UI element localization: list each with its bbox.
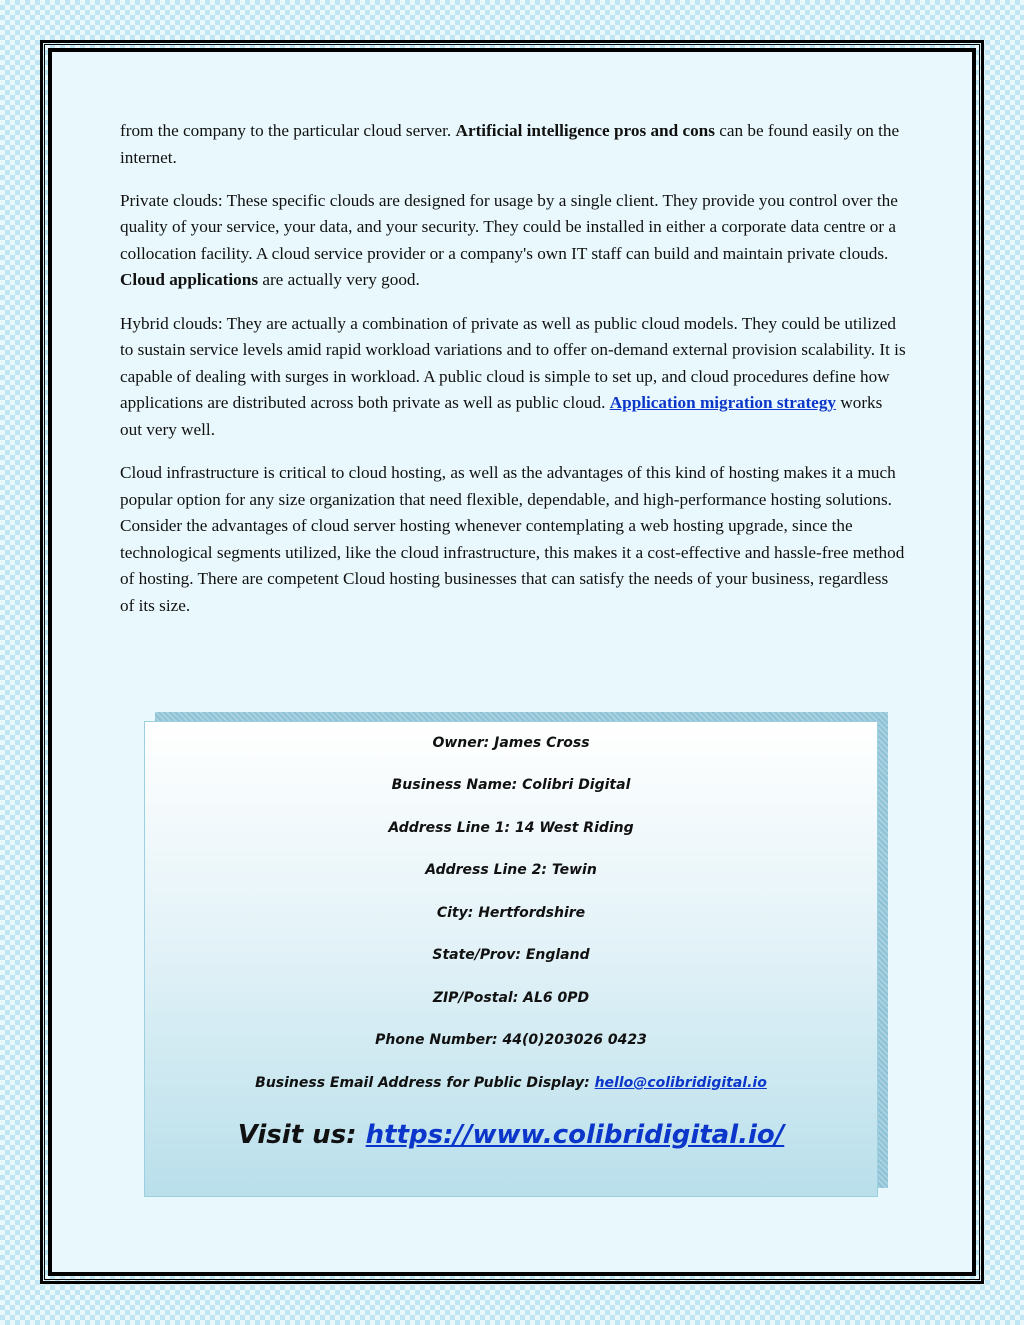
paragraph-hybrid-clouds [120,311,906,444]
address-line-2: Address Line 2: Tewin [425,862,597,878]
cloud-applications-keyword: Cloud applications [120,270,259,290]
paragraph-private-clouds [120,188,906,294]
paragraph-3-text-end: works out very well. [120,393,883,439]
application-migration-strategy-link[interactable]: Application migration strategy [609,393,837,413]
business-name-line: Business Name: Colibri Digital [391,777,631,793]
phone-line: Phone Number: 44(0)203026 0423 [375,1032,647,1048]
city-line: City: Hertfordshire [436,905,586,921]
state-line: State/Prov: England [432,947,590,963]
paragraph-3-text: Hybrid clouds: They are actually a combination of private as well as public cloud models. They could be utilized to sustain service levels amid rapid workload variations and to offer on-demand external provision scalability. It is capable of dealing with surges in workload. A public cloud is simple to set up, and cloud procedures define how applications are distributed across both private as well as public cloud. [120,313,906,413]
website-link[interactable]: https://www.colibridigital.io/ [365,1120,785,1150]
address-line-1: Address Line 1: 14 West Riding [388,820,634,836]
paragraph-cloud-infrastructure: Cloud infrastructure is critical to cloud hosting, as well as the advantages of this kind of hosting makes it a much popular option for any size organization that need flexible, dependable, and high-performance hosting solutions. Consider the advantages of cloud server hosting whenever contemplating a web hosting upgrade, since the technological segments utilized, like the cloud infrastructure, this makes it a cost-effective and hassle-free method of hosting. There are competent Cloud hosting businesses that can satisfy the needs of your business, regardless of its size. [120,463,905,615]
zip-line: ZIP/Postal: AL6 0PD [432,990,590,1006]
owner-line: Owner: James Cross [432,735,590,751]
email-line [145,1074,877,1092]
paragraph-2-text: Private clouds: These specific clouds are designed for usage by a single client. They provide you control over the quality of your service, your data, and your security. They could be installed in either a corporate data centre or a collocation facility. A cloud service provider or a company's own IT staff can build and maintain private clouds. [120,190,898,263]
paragraph-2-text-end: are actually very good. [258,270,420,290]
paragraph-1-text-end: can be found easily on the internet. [120,121,900,167]
paragraph-1 [120,118,906,171]
paragraph-1-text: from the company to the particular cloud server. [120,121,456,140]
visit-line [145,1118,877,1152]
ai-pros-cons-keyword: Artificial intelligence pros and cons [455,121,715,140]
email-link[interactable]: hello@colibridigital.io [594,1075,767,1091]
visit-label: Visit us: [237,1120,366,1150]
email-label: Business Email Address for Public Display: [255,1075,595,1091]
contact-card [144,721,878,1197]
article-body [120,118,906,636]
